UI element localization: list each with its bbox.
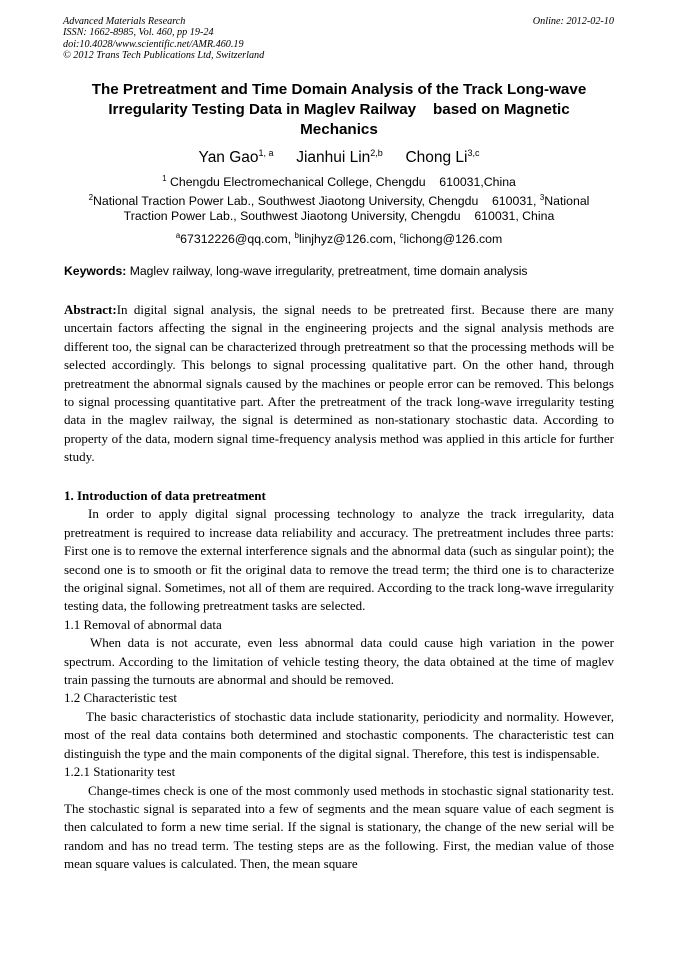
affiliation-text: National — [544, 194, 590, 208]
section-1 — [64, 487, 614, 874]
affiliation-3 — [60, 207, 618, 226]
email-b: linjhyz@126.com, — [298, 232, 400, 246]
paper-title — [60, 80, 618, 140]
subsection-heading: 1.2.1 Stationarity test — [64, 764, 176, 780]
keywords-label: Keywords: — [64, 264, 127, 278]
copyright: © 2012 Trans Tech Publications Ltd, Switzerland — [63, 50, 265, 62]
author-name: Jianhui Lin — [296, 149, 371, 166]
issn: ISSN: 1662-8985, Vol. 460, pp 19-24 — [63, 27, 214, 39]
affiliation-text: Traction Power Lab., Southwest Jiaotong University, Chengdu 610031, China — [123, 209, 555, 223]
abstract — [64, 301, 614, 467]
paragraph: The basic characteristics of stochastic data include stationarity, periodicity and normality. However, most of the real data contains both determined and stochastic components. The characteristic test can distinguish the type and the main components of the digital signal. Therefore, this test is indispensable. — [64, 708, 614, 761]
keywords — [64, 264, 528, 278]
affiliation-sup: 2 — [88, 193, 94, 202]
paragraph: When data is not accurate, even less abnormal data could cause high variation in the power spectrum. According to the limitation of vehicle testing theory, the data obtained at the time of maglev train passing the turnouts are abnormal and should be removed. — [64, 635, 614, 688]
keywords-text: Maglev railway, long-wave irregularity, pretreatment, time domain analysis — [126, 264, 528, 278]
abstract-text: In digital signal analysis, the signal needs to be pretreated first. Because there are many uncertain factors affecting the signal in the engineering projects and the signal analysis methods are different too, the signal can be characterized through pretreatment so that the processing methods will be selected accordingly. This belongs to signal processing qualitative part. On the other hand, through pretreatment the abnormal signals caused by the machines or people error can be removed. This belongs to signal processing quantitative part. After the pretreatment of the track long-wave irregularity testing data in the maglev railway, the signal is determined as non-stationary stochastic data. According to property of the data, modern signal time-frequency analysis method was applied in this article for further study. — [64, 302, 614, 465]
online-date: Online: 2012-02-10 — [532, 16, 614, 27]
email-sup: c — [399, 231, 404, 240]
title-line-3: Mechanics — [300, 121, 378, 138]
author-list — [60, 143, 618, 168]
affiliation-text: National Traction Power Lab., Southwest Jiaotong University, Chengdu 610031, — [93, 194, 540, 208]
affiliation-text: Chengdu Electromechanical College, Chengdu 610031,China — [166, 175, 516, 189]
email-c: lichong@126.com — [403, 232, 503, 246]
email-sup: b — [294, 231, 299, 240]
journal-name: Advanced Materials Research — [63, 16, 186, 27]
title-line-2: Irregularity Testing Data in Maglev Railway based on Magnetic — [108, 101, 570, 118]
author-sup: 3,c — [467, 148, 480, 158]
subsection-heading: 1.2 Characteristic test — [64, 690, 177, 706]
email-sup: a — [175, 231, 181, 240]
abstract-label: Abstract: — [64, 302, 117, 317]
author-sup: 2,b — [370, 148, 383, 158]
author-name: Yan Gao — [198, 149, 259, 166]
paragraph: In order to apply digital signal processing technology to analyze the track irregularity, data pretreatment is required to increase data reliability and accuracy. The pretreatment includes three parts: First one is to remove the external interference signals and the abnormal data (such as singular point); the second one is to smooth or fit the original data to remove the tread term; the third one is to characterize the original signal. Sometimes, not all of them are required. According to the track long-wave irregularity testing data, the following pretreatment tasks are selected. — [64, 506, 614, 614]
email-list — [60, 226, 618, 249]
affiliation-sup: 1 — [162, 174, 167, 183]
section-heading: 1. Introduction of data pretreatment — [64, 488, 266, 503]
email-a: 67312226@qq.com, — [180, 232, 295, 246]
paragraph: Change-times check is one of the most commonly used methods in stochastic signal stationarity test. The stochastic signal is separated into a few of segments and the mean square value of each segment is then calculated to form a new time serial. If the signal is stationary, the change of the new serial will be random and has no tread term. The testing steps are as the following. First, the median value of those mean square values is calculated. Then, the mean square — [64, 782, 614, 872]
subsection-heading: 1.1 Removal of abnormal data — [64, 616, 222, 632]
title-line-1: The Pretreatment and Time Domain Analysis of the Track Long-wave — [91, 81, 587, 98]
journal-header — [63, 16, 264, 62]
affiliation-sup: 3 — [539, 193, 545, 202]
author-name: Chong Li — [405, 149, 468, 166]
author-sup: 1, a — [258, 148, 274, 158]
doi: doi:10.4028/www.scientific.net/AMR.460.19 — [63, 38, 244, 50]
